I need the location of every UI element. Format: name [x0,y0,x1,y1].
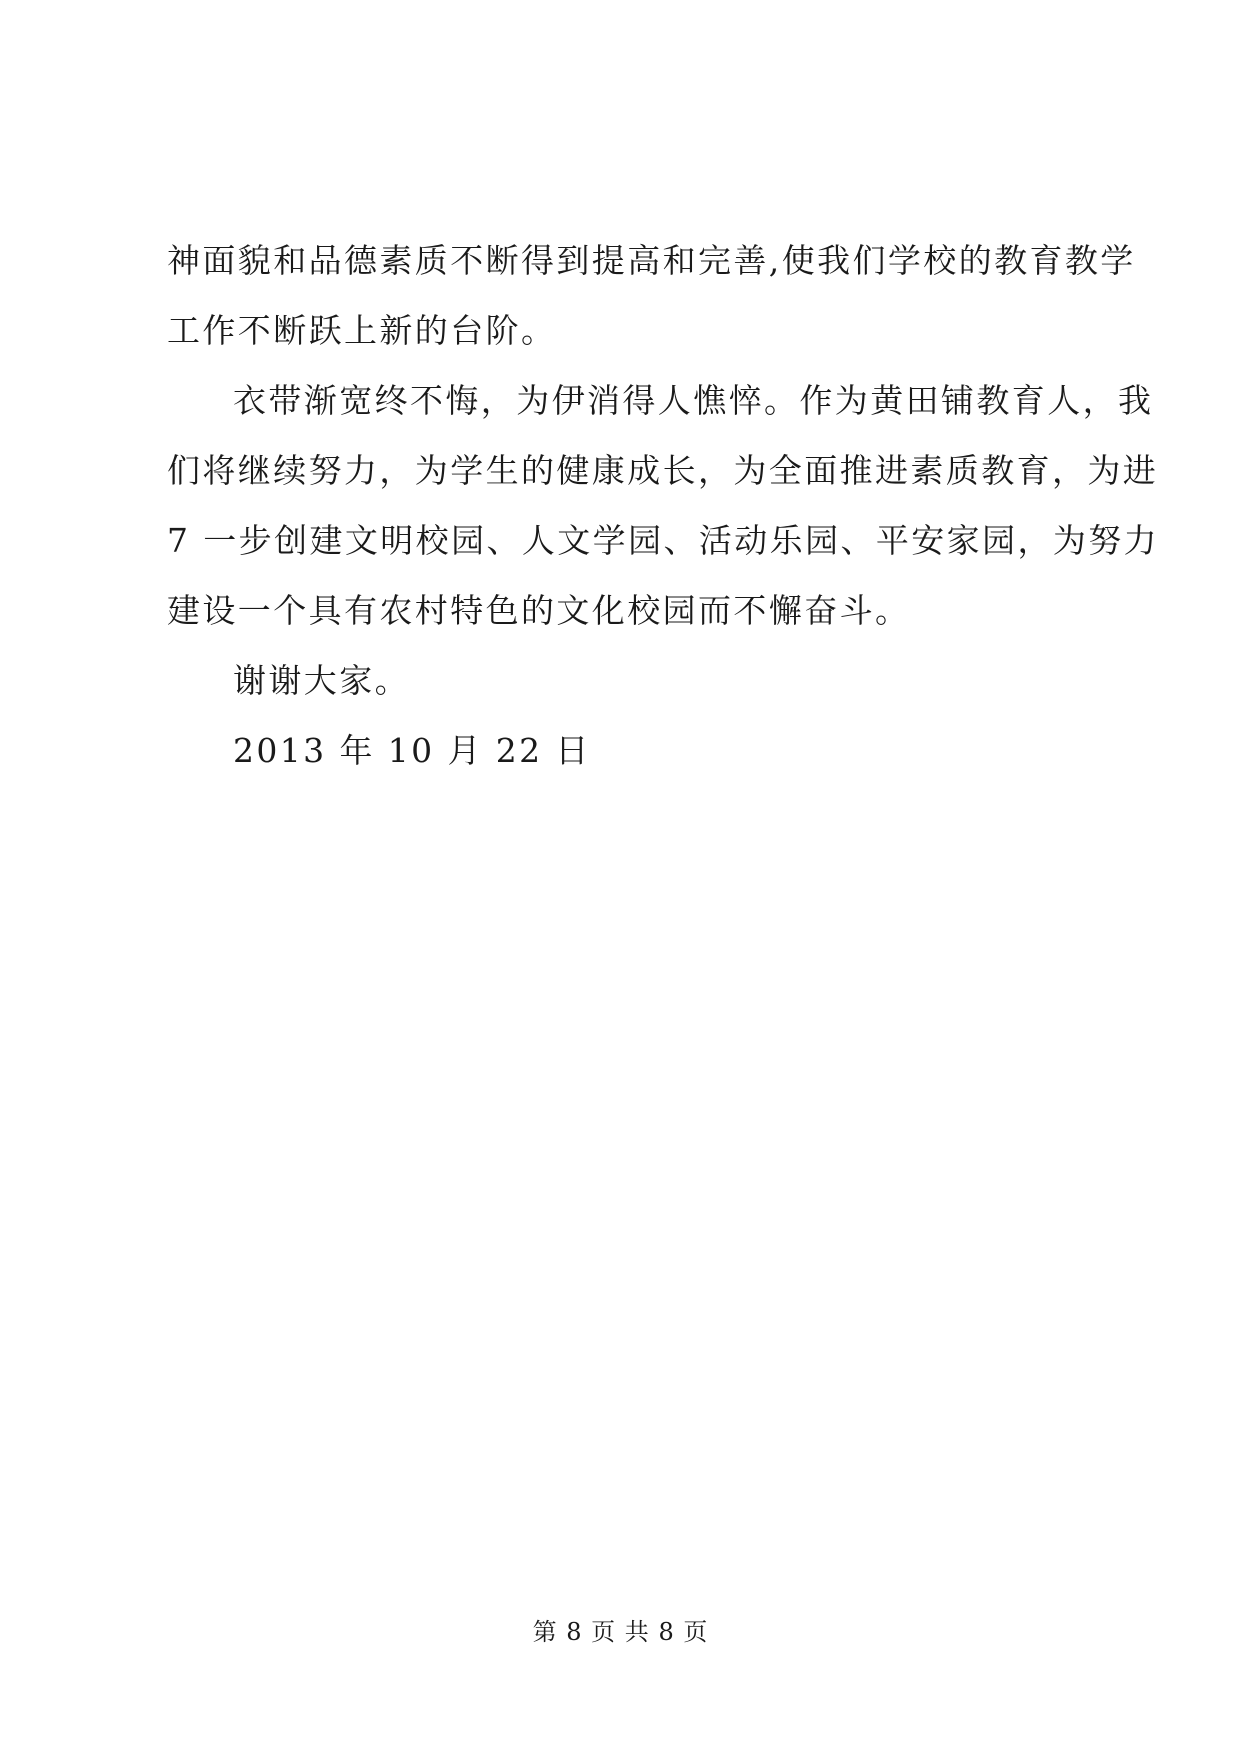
closing-thanks: 谢谢大家。 [233,661,410,700]
page-number-footer: 第 8 页 共 8 页 [532,1618,709,1646]
body-line-5: 7 一步创建文明校园、人文学园、活动乐园、平安家园，为努力 [167,521,1160,560]
body-line-6: 建设一个具有农村特色的文化校园而不懈奋斗。 [167,591,911,630]
body-line-4: 们将继续努力，为学生的健康成长，为全面推进素质教育，为进 [167,451,1159,490]
body-line-1: 神面貌和品德素质不断得到提高和完善,使我们学校的教育教学 [167,241,1136,280]
paragraph-start-line: 衣带渐宽终不悔，为伊消得人憔悴。作为黄田铺教育人，我 [233,381,1154,420]
document-date: 2013 年 10 月 22 日 [233,731,591,770]
body-line-2: 工作不断跃上新的台阶。 [167,311,557,350]
